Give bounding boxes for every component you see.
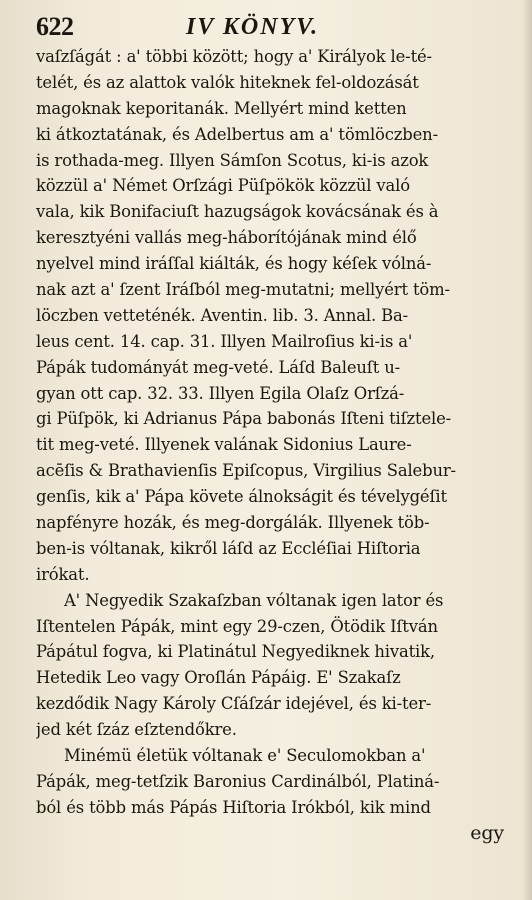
paragraph-first-line: Minémü életük vóltanak e' Seculomokban a' <box>64 746 426 766</box>
body-text <box>36 44 518 847</box>
text-line: löczben vetteténék. Aventin. lib. 3. Annal. Ba- <box>36 305 409 325</box>
text-line: magoknak keporitanák. Mellyért mind ketten <box>36 98 407 118</box>
text-line: telét, és az alattok valók hiteknek fel-oldozását <box>36 72 419 92</box>
text-line: Pápák tudományát meg-veté. Láſd Baleuſt u- <box>36 357 401 377</box>
text-line: kezdődik Nagy Károly Cſáſzár idejével, és ki-ter- <box>36 694 432 714</box>
text-line: vala, kik Bonifaciuſt hazugságok kovácsának és à <box>36 202 439 222</box>
text-line: irókat. <box>36 564 90 584</box>
page-header <box>36 10 496 44</box>
text-line: Hetedik Leo vagy Oroſlán Pápáig. E' Szakaſz <box>36 668 401 688</box>
text-line: közzül a' Német Orſzági Püſpökök közzül való <box>36 176 410 196</box>
text-line: ki átkoztatának, és Adelbertus am a' tömlöczben- <box>36 124 438 144</box>
text-line: leus cent. 14. cap. 31. Illyen Mailroſius ki-is a' <box>36 331 413 351</box>
page-number: 622 <box>36 12 74 41</box>
text-line: nyelvel mind iráſſal kiálták, és hogy kéſek vólná- <box>36 254 432 274</box>
text-line: is rothada-meg. Illyen Sámſon Scotus, ki-is azok <box>36 150 429 170</box>
text-line: Iſtentelen Pápák, mint egy 29-czen, Ötödik Iſtván <box>36 616 438 636</box>
text-line: Pápátul fogva, ki Platinátul Negyediknek hivatik, <box>36 642 435 662</box>
text-line: Pápák, meg-tetſzik Baronius Cardinálból, Platiná- <box>36 771 440 791</box>
running-head: IV KÖNYV. <box>186 14 320 40</box>
text-line: tit meg-veté. Illyenek valának Sidonius Laure- <box>36 435 412 455</box>
text-line: acēſis & Brathavienſis Epiſcopus, Virgilius Salebur- <box>36 461 456 481</box>
text-line: jed két ſzáz eſztendőkre. <box>36 720 237 740</box>
paragraph-first-line: A' Negyedik Szakaſzban vóltanak igen lator és <box>64 590 444 610</box>
catchword: egy <box>470 821 504 844</box>
text-line: gyan ott cap. 32. 33. Illyen Egila Olaſz Orſzá- <box>36 383 405 403</box>
text-line: nak azt a' ſzent Iráſból meg-mutatni; mellyért töm- <box>36 280 450 300</box>
text-line: ben-is vóltanak, kikről láſd az Eccléſiai Hiſtoria <box>36 538 421 558</box>
text-line: ból és több más Pápás Hiſtoria Irókból, kik mind <box>36 797 431 817</box>
text-line: keresztyéni vallás meg-háborítójának mind élő <box>36 228 417 248</box>
page-edge-shadow <box>522 0 532 900</box>
text-line: vaſzſágát : a' többi között; hogy a' Királyok le-té- <box>36 47 432 66</box>
text-line: napfényre hozák, és meg-dorgálák. Illyenek töb- <box>36 513 430 533</box>
text-line: genſis, kik a' Pápa követe álnokságit és tévelygéſit <box>36 487 447 507</box>
text-line: gi Püſpök, ki Adrianus Pápa babonás Iſteni tiſztele- <box>36 409 452 429</box>
